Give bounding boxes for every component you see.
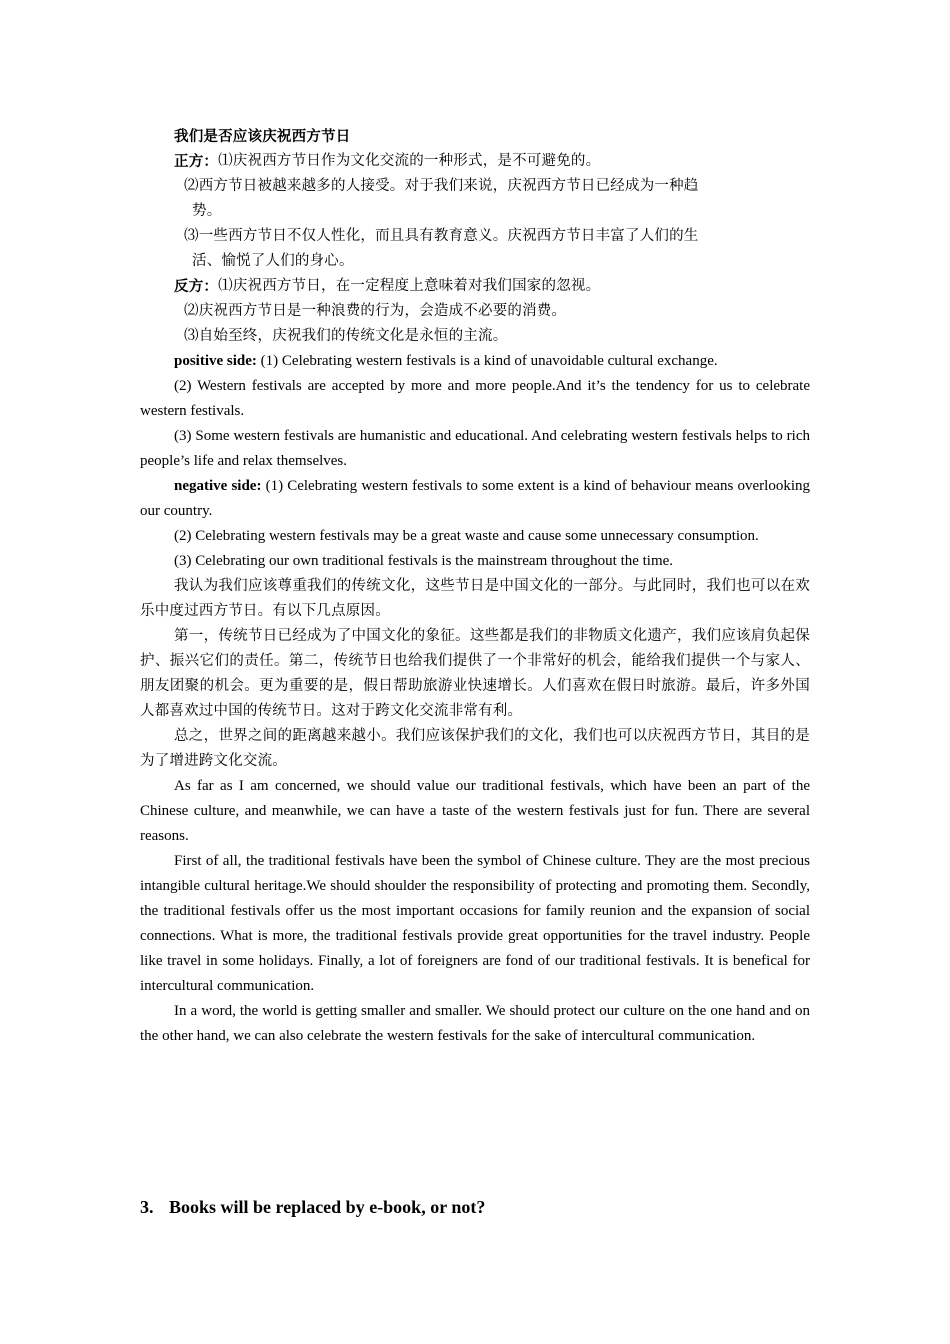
english-essay-paragraph-3: In a word, the world is getting smaller and smaller. We should protect our culture on the one hand and on the other hand, we can also celebrate the western festivals for the sake of intercultural communication. — [140, 1003, 810, 1044]
heading-number: 3. — [140, 1197, 154, 1217]
pro-point-3: ⑶一些西方节日不仅人性化，而且具有教育意义。庆祝西方节日丰富了人们的生 — [184, 228, 699, 244]
pro-side-label: 正方： — [174, 153, 219, 170]
con-side-items — [218, 274, 810, 299]
con-side-block — [140, 274, 810, 299]
chinese-essay-paragraph-2: 第一，传统节日已经成为了中国文化的象征。这些都是我们的非物质文化遗产，我们应该肩负起保护、振兴它们的责任。第二，传统节日也给我们提供了一个非常好的机会，能给我们提供一个与家人、朋友团聚的机会。更为重要的是，假日帮助旅游业快速增长。人们喜欢在假日时旅游。最后，许多外国人都喜欢过中国的传统节日。这对于跨文化交流非常有利。 — [140, 628, 810, 719]
document-body — [140, 124, 810, 1049]
positive-point-2: (2) Western festivals are accepted by more and more people.And it’s the tendency for us to celebrate western festivals. — [140, 378, 810, 419]
english-essay-paragraph-2: First of all, the traditional festivals have been the symbol of Chinese culture. They are the most precious intangible cultural heritage.We should shoulder the responsibility of protecting and promoting them. Secondly, the traditional festivals offer us the most important occasions for family reunion and the expansion of social connections. What is more, the traditional festivals provide great opportunities for the travel industry. People like travel in some holidays. Finally, a lot of foreigners are fond of our traditional festivals. It is benefical for intercultural communication. — [140, 853, 810, 994]
pro-point-2-cont: 势。 — [192, 203, 222, 219]
next-section-heading — [140, 1193, 810, 1221]
chinese-essay-paragraph-1: 我认为我们应该尊重我们的传统文化，这些节日是中国文化的一部分。与此同时，我们也可以在欢乐中度过西方节日。有以下几点原因。 — [140, 578, 810, 619]
heading-text: Books will be replaced by e-book, or not? — [169, 1197, 486, 1217]
negative-point-3: (3) Celebrating our own traditional festivals is the mainstream throughout the time. — [174, 553, 674, 569]
pro-side-block — [140, 149, 810, 174]
con-point-2: ⑵庆祝西方节日是一种浪费的行为，会造成不必要的消费。 — [184, 303, 567, 319]
positive-point-3: (3) Some western festivals are humanistic and educational. And celebrating western festivals helps to rich people’s life and relax themselves. — [140, 428, 810, 469]
negative-point-2: (2) Celebrating western festivals may be a great waste and cause some unnecessary consumption. — [174, 528, 759, 544]
section-title: 我们是否应该庆祝西方节日 — [174, 128, 351, 145]
pro-point-3-cont: 活、愉悦了人们的身心。 — [192, 253, 354, 269]
negative-point-1: negative side: (1) Celebrating western festivals to some extent is a kind of behaviour means overlooking our country. — [140, 478, 810, 519]
positive-point-1: positive side: (1) Celebrating western festivals is a kind of unavoidable cultural exchange. — [174, 353, 718, 369]
positive-side-label: positive side: — [174, 353, 257, 369]
pro-point-1: ⑴庆祝西方节日作为文化交流的一种形式，是不可避免的。 — [218, 153, 601, 169]
pro-side-items — [218, 149, 810, 174]
con-side-label: 反方： — [174, 278, 219, 295]
con-point-3: ⑶自始至终，庆祝我们的传统文化是永恒的主流。 — [184, 328, 508, 344]
english-essay-paragraph-1: As far as I am concerned, we should value our traditional festivals, which have been an part of the Chinese culture, and meanwhile, we can have a taste of the western festivals just for fun. There are several reasons. — [140, 778, 810, 844]
chinese-essay-paragraph-3: 总之，世界之间的距离越来越小。我们应该保护我们的文化，我们也可以庆祝西方节日，其目的是为了增进跨文化交流。 — [140, 728, 810, 769]
con-point-1: ⑴庆祝西方节日，在一定程度上意味着对我们国家的忽视。 — [218, 278, 601, 294]
pro-point-2: ⑵西方节日被越来越多的人接受。对于我们来说，庆祝西方节日已经成为一种趋 — [184, 178, 699, 194]
negative-side-label: negative side: — [174, 478, 262, 494]
